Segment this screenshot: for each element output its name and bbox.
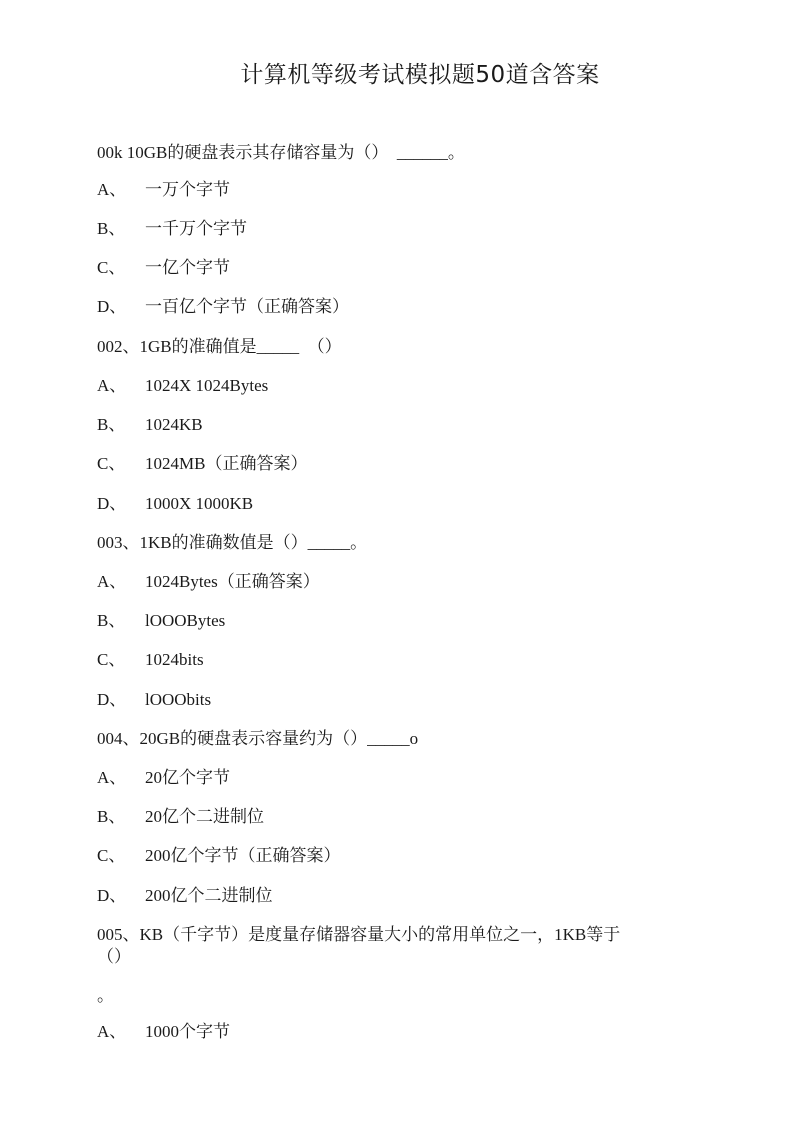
document-title: 计算机等级考试模拟题50道含答案	[240, 62, 600, 88]
question-stem-continuation: （）	[97, 947, 131, 966]
option-letter: C、	[97, 650, 126, 669]
question-stem: 00k 10GB的硬盘表示其存储容量为（） ______。	[97, 143, 465, 162]
option-a	[97, 376, 268, 396]
option-text: 一千万个字节	[145, 219, 247, 238]
option-b	[97, 219, 247, 239]
option-letter: B、	[97, 807, 126, 826]
option-b	[97, 807, 264, 827]
question-stem-end: 。	[97, 986, 114, 1005]
option-c	[97, 258, 230, 278]
question-stem: 004、20GB的硬盘表示容量约为（）_____o	[97, 729, 419, 748]
option-letter: A、	[97, 768, 127, 787]
option-letter: C、	[97, 258, 126, 277]
option-letter: A、	[97, 572, 127, 591]
option-text: 20亿个字节	[145, 768, 230, 787]
option-text: 一百亿个字节（正确答案）	[145, 297, 349, 316]
option-a	[97, 768, 230, 788]
option-letter: D、	[97, 494, 127, 513]
option-text: 1024Bytes（正确答案）	[145, 572, 320, 591]
option-text: 1000个字节	[145, 1022, 230, 1041]
option-text: 一万个字节	[145, 180, 230, 199]
option-c	[97, 454, 307, 474]
question-stem: 003、1KB的准确数值是（）_____。	[97, 533, 368, 552]
option-letter: B、	[97, 219, 126, 238]
option-letter: B、	[97, 415, 126, 434]
option-a	[97, 180, 230, 200]
option-text: lOOObits	[145, 690, 212, 709]
option-letter: C、	[97, 454, 126, 473]
option-text: 1024bits	[145, 650, 204, 669]
option-letter: D、	[97, 886, 127, 905]
question-stem: 002、1GB的准确值是_____ （）	[97, 337, 342, 356]
option-b	[97, 415, 203, 435]
option-letter: B、	[97, 611, 126, 630]
option-text: 1000X 1000KB	[145, 494, 254, 513]
option-text: 200亿个二进制位	[145, 886, 273, 905]
option-a	[97, 1022, 230, 1042]
option-letter: A、	[97, 1022, 127, 1041]
option-d	[97, 297, 349, 317]
option-d	[97, 886, 273, 906]
option-b	[97, 611, 225, 631]
option-text: 1024KB	[145, 415, 203, 434]
option-letter: A、	[97, 180, 127, 199]
question-stem: 005、KB（千字节）是度量存储器容量大小的常用单位之一，1KB等于	[97, 925, 621, 944]
option-letter: D、	[97, 297, 127, 316]
option-c	[97, 650, 204, 670]
option-letter: D、	[97, 690, 127, 709]
option-text: 一亿个字节	[145, 258, 230, 277]
option-a	[97, 572, 320, 592]
option-text: 20亿个二进制位	[145, 807, 264, 826]
option-d	[97, 494, 253, 514]
option-d	[97, 690, 211, 710]
option-c	[97, 846, 341, 866]
option-text: 1024X 1024Bytes	[145, 376, 269, 395]
option-text: 1024MB（正确答案）	[145, 454, 308, 473]
option-letter: C、	[97, 846, 126, 865]
option-text: lOOOBytes	[145, 611, 226, 630]
option-letter: A、	[97, 376, 127, 395]
option-text: 200亿个字节（正确答案）	[145, 846, 341, 865]
